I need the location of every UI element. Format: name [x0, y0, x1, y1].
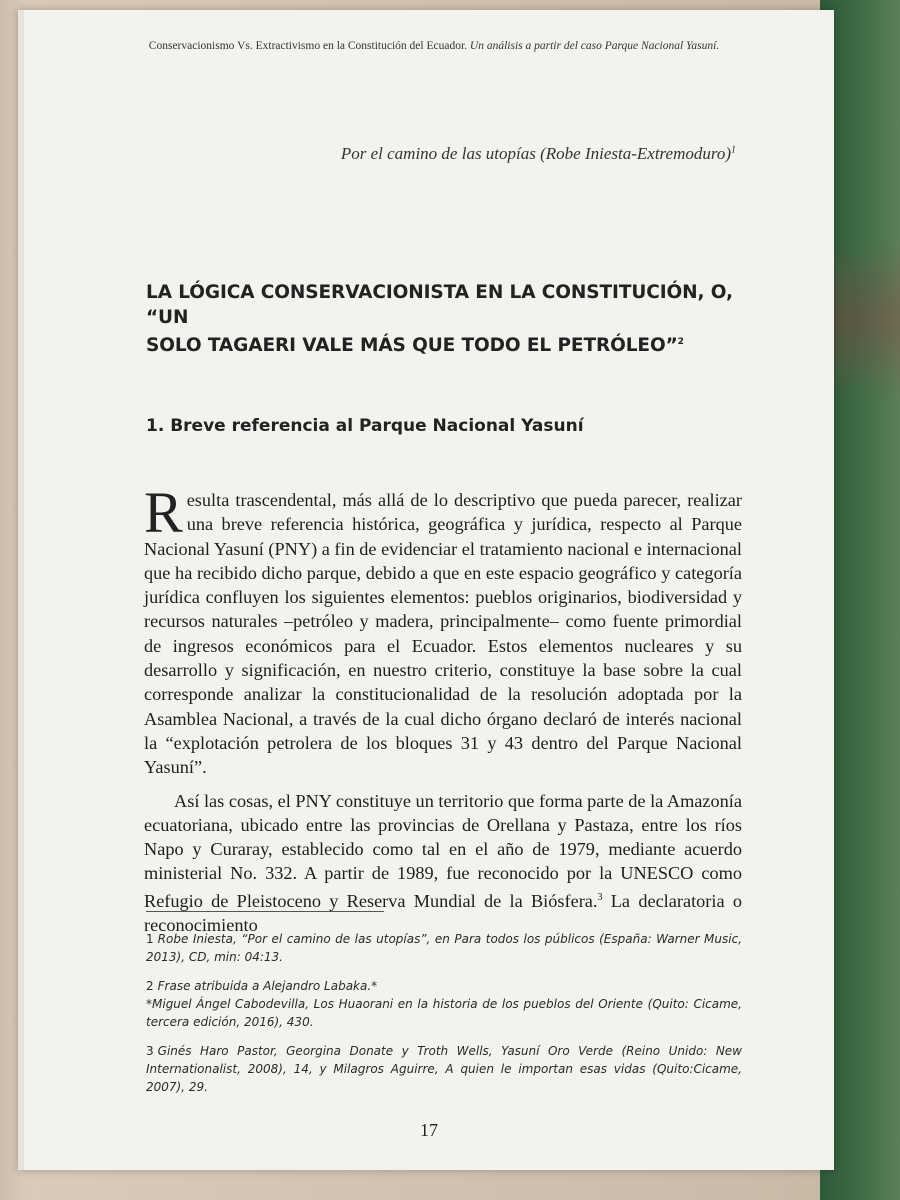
- footnote-number: 1: [146, 932, 154, 946]
- drop-cap: R: [144, 480, 183, 545]
- epigraph-text: Por el camino de las utopías (Robe Iniesta-Extremoduro): [340, 144, 731, 163]
- chapter-footnote-ref: 2: [677, 337, 684, 347]
- footnote-2: [146, 977, 742, 1031]
- paragraph-1-text: esulta trascendental, más allá de lo descriptivo que pueda parecer, realizar una breve referencia histórica, geográfica y jurídica, respecto al Parque Nacional Yasuní (PNY) a fin de evidenciar el tratamiento nacional e internacional que ha recibido dicho parque, debido a que en este espacio geográfico y categoría jurídica confluyen los siguientes elementos: pueblos originarios, biodiversidad y recursos naturales –petróleo y madera, principalmente– como fuente primordial de ingresos económicos para el Ecuador. Estos elementos nucleares y su desarrollo y significación, en nuestro criterio, constituye la base sobre la cual corresponde analizar la constitucionalidad de la resolución adoptada por la Asamblea Nacional, a través de la cual dicho órgano declaró de interés nacional la “explotación petrolera de los bloques 31 y 43 dentro del Parque Nacional Yasuní”.: [144, 490, 742, 778]
- epigraph-footnote-ref: 1: [731, 144, 736, 156]
- book-page: [18, 10, 834, 1170]
- page-number: 17: [420, 1120, 438, 1140]
- chapter-title: [146, 280, 736, 358]
- footnote-text: Robe Iniesta, “Por el camino de las utopías”, en Para todos los públicos (España: Warner Music, 2013), CD, min: 04:13.: [146, 932, 742, 964]
- footnote-text: Ginés Haro Pastor, Georgina Donate y Troth Wells, Yasuní Oro Verde (Reino Unido: New Internationalist, 2008), 14, y Milagros Aguirre, A quien le importan esas vidas (Quito:Cicame, 2007), 29.: [146, 1044, 742, 1094]
- body-text: [144, 480, 742, 937]
- epigraph: [341, 144, 736, 164]
- footnotes: [146, 930, 742, 1107]
- paragraph-1: [144, 480, 742, 780]
- paragraph-2-tail: La declaratoria o reconocimiento: [144, 890, 742, 936]
- running-head: [94, 40, 774, 52]
- chapter-title-line-1: LA LÓGICA CONSERVACIONISTA EN LA CONSTITUCIÓN, O, “UN: [146, 282, 733, 328]
- footnote-3: [146, 1042, 742, 1096]
- running-head-regular: Conservacionismo Vs. Extractivismo en la Constitución del Ecuador.: [148, 40, 468, 52]
- paragraph-2-text: Así las cosas, el PNY constituye un territorio que forma parte de la Amazonía ecuatoriana, ubicado entre las provincias de Orellana y Pastaza, entre los ríos Napo y Curaray, establecido como tal en el año de 1979, mediante acuerdo ministerial No. 332. A partir de 1989, fue reconocido por la UNESCO como Refugio de Pleistoceno y Reserva Mundial de la Biósfera.: [144, 790, 742, 911]
- chapter-title-line-2: SOLO TAGAERI VALE MÁS QUE TODO EL PETRÓLEO”: [146, 335, 678, 357]
- footnote-number: 2: [146, 979, 154, 993]
- paragraph-2: [144, 789, 742, 938]
- footnote-text: Frase atribuida a Alejandro Labaka.*: [157, 979, 378, 993]
- footnote-1: [146, 930, 742, 966]
- section-title: 1. Breve referencia al Parque Nacional Yasuní: [146, 416, 584, 436]
- footnote-number: 3: [146, 1044, 154, 1058]
- running-head-italic: Un análisis a partir del caso Parque Nacional Yasuní.: [469, 40, 720, 52]
- paragraph-2-footnote-ref: 3: [597, 891, 603, 903]
- footnote-divider: [146, 911, 384, 912]
- footnote-2-citation: *Miguel Ángel Cabodevilla, Los Huaorani en la historia de los pueblos del Oriente (Quito: Cicame, tercera edición, 2016), 430.: [146, 997, 742, 1029]
